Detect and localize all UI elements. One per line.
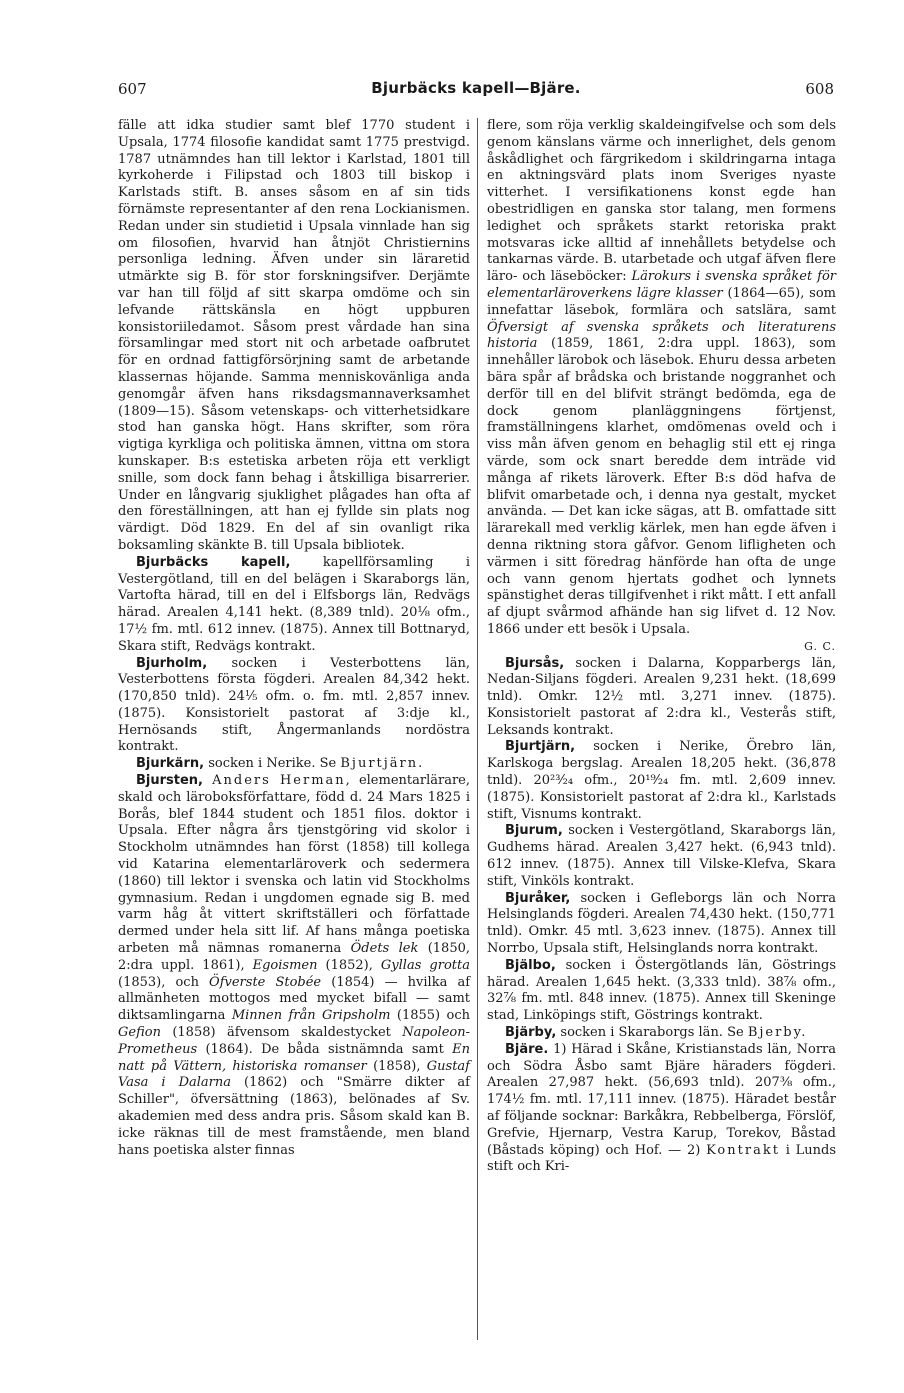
entry-headword: Bjuråker, (505, 890, 571, 906)
page-number-right: 608 (805, 80, 834, 98)
entry-text: socken i Östergötlands län, Göstrings härad. Arealen 1,645 hekt. (3,333 tnld). 38⅞ ofm., 32⅞ fm. mtl. 848 innev. (1875). Annex till Skeninge stad, Linköpings stift, Göstrings kontrakt. (487, 957, 836, 1024)
entry-text: kapellförsamling i Vestergötland, till en del belägen i Skaraborgs län, Vartofta härad, till en del i Elfsborgs län, Redvägs härad. Arealen 4,141 hekt. (8,389 tnld). 20⅛ ofm., 17½ fm. mtl. 612 innev. (1875). Annex till Bottnaryd, Skara stift, Redvägs kontrakt. (118, 554, 470, 654)
entry-text: socken i Nerike, Örebro län, Karlskoga bergslag. Arealen 18,205 hekt. (36,878 tnld). 20²³⁄₂₄ ofm., 20¹⁹⁄₂₄ fm. mtl. 2,609 innev. (1875). Konsistorielt pastorat af 2:dra kl., Karlstads stift, Visnums kontrakt. (487, 739, 836, 822)
entry-headword: Bjälbo, (505, 957, 556, 973)
entry-bjalbo (487, 958, 836, 1025)
continued-bjursten-paragraph (487, 118, 836, 656)
work-title: Gustaf Vasa i Dalarna (118, 1058, 470, 1091)
entry-text: (1858) äfvensom skaldestycket (160, 1025, 403, 1041)
entry-text: (1858), (366, 1058, 427, 1074)
entry-headword: Bjurbäcks kapell, (136, 554, 291, 570)
entry-text: (1859, 1861, 2:dra uppl. 1863), som innehåller lärobok och läsebok. Ehuru dessa arbeten bära spår af brådska och bristande noggranhet och derför till en del blifvit strängt bedömda, ega de dock genom planläggningens förtjenst, framställningens klarhet, omdömenas oveld och i viss mån äfven genom en behaglig stil ett ej ringa värde, som ock snart beredde dem inträde vid många af rikets läroverk. Efter B:s död hafva de blifvit omarbetade och, i denna nya gestalt, mycket använda. — Det kan icke sägas, att B. omfattade sitt lärarekall med verklig kärlek, men han egde äfven i denna riktning stora gåfvor. Genom lifligheten och värmen i sitt föredrag hänförde han ofta de unge och vann genom hjertats godhet och lynnets spänstighet deras tillgifvenhet i rikt mått. I ett anfall af djupt svårmod afhände han sig lifvet d. 12 Nov. 1866 under ett besök i Upsala. (487, 336, 836, 637)
entry-text: socken i Gefleborgs län och Norra Helsinglands fögderi. Arealen 74,430 hekt. (150,771 tnld). Omkr. 45 mtl. 3,623 innev. (1875). Annex till Norrbo, Upsala stift, Helsinglands norra kontrakt. (487, 890, 836, 957)
work-title: Gefion (118, 1025, 161, 1041)
continued-biography-paragraph: fälle att idka studier samt blef 1770 student i Upsala, 1774 filosofie kandidat samt 1775 prestvigd. 1787 utnämndes han till lektor i Karlstad, 1801 till kyrkoherde i Filipstad och 1803 till biskop i Karlstads stift. B. anses såsom en af sin tids förnämste representanter af den rena Lockianismen. Redan under sin studietid i Upsala vinnlade han sig om filosofien, hvarvid han åtnjöt Christiernins personliga ledning. Äfven under sin läraretid utmärkte sig B. för stor forskningsifver. Derjämte var han till följd af sitt skarpa omdöme och sin lefvande rättskänsla en högt uppburen konsistoriiledamot. Såsom prest vårdade han sina församlingar med stort nit och arbetade oafbrutet för en ordnad fattigförsörjning samt de arbetande klassernas höjande. Samma menniskovänliga anda genomgår äfven hans riksdagsmannaverksamhet (1809—15). Såsom vetenskaps- och vitterhetsidkare stod han ganska högt. Hans skrifter, som röra vigtiga kyrkliga och politiska ämnen, vittna om stora kunskaper. B:s estetiska arbeten röja ett verkligt snille, som dock fann behag i åtskilliga bisarrerier. Under en långvarig sjuklighet plågades han ofta af den föreställningen, att han ej fyllde sin plats nog värdigt. Död 1829. En del af sin ovanligt rika boksamling skänkte B. till Upsala bibliotek. (118, 118, 470, 553)
entry-text: (1850, 2:dra uppl. 1861), (118, 941, 470, 973)
entry-text: (1853), och (118, 974, 210, 990)
entry-headword: Bjäre. (505, 1041, 549, 1057)
entry-text: (1852), (317, 957, 381, 973)
person-name: Anders Herman, (203, 773, 352, 789)
work-title: Egoismen (252, 957, 318, 973)
work-title: Öfversigt af svenska språkets och literaturens historia (487, 319, 836, 352)
entry-text: socken i Dalarna, Kopparbergs län, Nedan-Siljans fögderi. Arealen 9,231 hekt. (18,699 tnld). Omkr. 12½ mtl. 3,271 innev. (1875). Konsistorielt pastorat af 2:dra kl., Vesterås stift, Leksands kontrakt. (487, 655, 836, 738)
page-header (118, 80, 834, 104)
entry-text: (1864). De båda sistnämnda samt (197, 1041, 453, 1057)
entry-text: (1864—65), som innefattar läsebok, formlära och satslära, samt (487, 285, 836, 318)
entry-bjurkarn (118, 756, 470, 773)
entry-bjursas (487, 656, 836, 740)
work-title: Minnen från Gripsholm (231, 1008, 391, 1024)
entry-text: socken i Skaraborgs län. Se (556, 1025, 748, 1041)
work-title: Napoleon-Prometheus (118, 1025, 470, 1057)
entry-headword: Bjurkärn, (136, 756, 205, 772)
entry-text: 1) Härad i Skåne, Kristianstads län, Norra och Södra Åsbo samt Bjäre häraders fögderi. Arealen 27,987 hekt. (56,693 tnld). 207⅜ ofm., 174½ fm. mtl. 17,111 innev. (1875). Häradet består af följande socknar: Barkåkra, Rebbelberga, Förslöf, Grefvie, Hjernarp, Vestra Karup, Torekov, Båstad (Båstads köping) och Hof. — 2) (487, 1041, 836, 1158)
entry-text: socken i Nerike. Se (204, 756, 341, 772)
entry-bjurbacks-kapell (118, 555, 470, 656)
entry-text: (1854) — hvilka af allmänheten mottogos med mycket bifall — samt diktsamlingarna (118, 974, 471, 1024)
entry-headword: Bjursten, (136, 773, 203, 789)
entry-text: socken i Vestergötland, Skaraborgs län, Gudhems härad. Arealen 3,427 hekt. (6,943 tnld). 612 innev. (1875). Annex till Vilske-Klefva, Skara stift, Vinköls kontrakt. (487, 823, 836, 889)
work-title: Öfverste Stobée (209, 974, 322, 990)
cross-reference: Bjurtjärn. (340, 756, 425, 772)
entry-bjare (487, 1042, 836, 1176)
entry-bjurtjarn (487, 739, 836, 823)
entry-text: elementarlärare, skald och läroboksförfattare, född d. 24 Mars 1825 i Borås, blef 1844 student och 1851 filos. doktor i Upsala. Efter några års tjenstgöring vid skolor i Stockholm utnämndes han först (1858) till kollega vid Katarina elementarläroverk och sedermera (1860) till lektor i svenska och latin vid Stockholms gymnasium. Redan i ungdomen egnade sig B. med varm håg åt vittert skriftställeri och författade dermed under hela sitt lif. Af hans många poetiska arbeten må nämnas romanerna (118, 773, 470, 957)
entry-bjuraker (487, 891, 836, 958)
entry-text: (1855) och (390, 1008, 470, 1024)
entry-headword: Bjurtjärn, (505, 739, 576, 755)
right-column (487, 118, 836, 1176)
cross-reference: Bjerby. (747, 1025, 808, 1041)
entry-text: flere, som röja verklig skaldeingifvelse och som dels genom känslans värme och innerlighet, dels genom åskådlighet och färgrikedom i skildringarna intaga en aktningsvärd plats inom Sveriges nyaste vitterhet. I versifikationens konst egde han obestridligen en ganska stor talang, men formens ledighet och språkets starkt retoriska prakt motsvaras icke alltid af innehållets betydelse och tankarnas värde. B. utarbetade och utgaf äfven flere läro- och läseböcker: (487, 118, 836, 285)
entry-headword: Bjärby, (505, 1025, 557, 1041)
entry-bjursten (118, 773, 470, 1159)
work-title: Lärokurs i svenska språket för elementarläroverkens lägre klasser (487, 269, 837, 301)
work-title: En natt på Vättern, historiska romanser (118, 1041, 470, 1074)
entry-text: socken i Vesterbottens län, Vesterbottens första fögderi. Arealen 84,342 hekt. (170,850 tnld). 24⅕ ofm. o. fm. mtl. 2,857 innev. (1875). Konsistorielt pastorat af 3:dje kl., Hernösands stift, Ångermanlands nordöstra kontrakt. (118, 655, 470, 755)
entry-headword: Bjursås, (505, 655, 565, 671)
entry-text: (1862) och "Smärre dikter af Schiller", öfversättning (1863), belönades af Sv. akademien med dess andra pris. Såsom skald kan B. icke räknas till de mest framstående, men bland hans poetiska alster finnas (118, 1075, 470, 1158)
entry-bjarby (487, 1025, 836, 1042)
work-title: Ödets lek (350, 941, 419, 957)
entry-headword: Bjurum, (505, 823, 563, 839)
page-number-left: 607 (118, 80, 147, 98)
author-signature: G. C. (804, 639, 836, 653)
running-title: Bjurbäcks kapell—Bjäre. (371, 79, 581, 97)
work-title: Gyllas grotta (380, 957, 470, 973)
entry-bjurholm (118, 656, 470, 757)
entry-text: i Lunds stift och Kri- (487, 1142, 836, 1175)
entry-bjurum (487, 823, 836, 890)
spaced-term: Kontrakt (706, 1142, 780, 1158)
left-column (118, 118, 470, 1159)
column-divider (477, 118, 478, 1340)
entry-headword: Bjurholm, (136, 655, 208, 671)
